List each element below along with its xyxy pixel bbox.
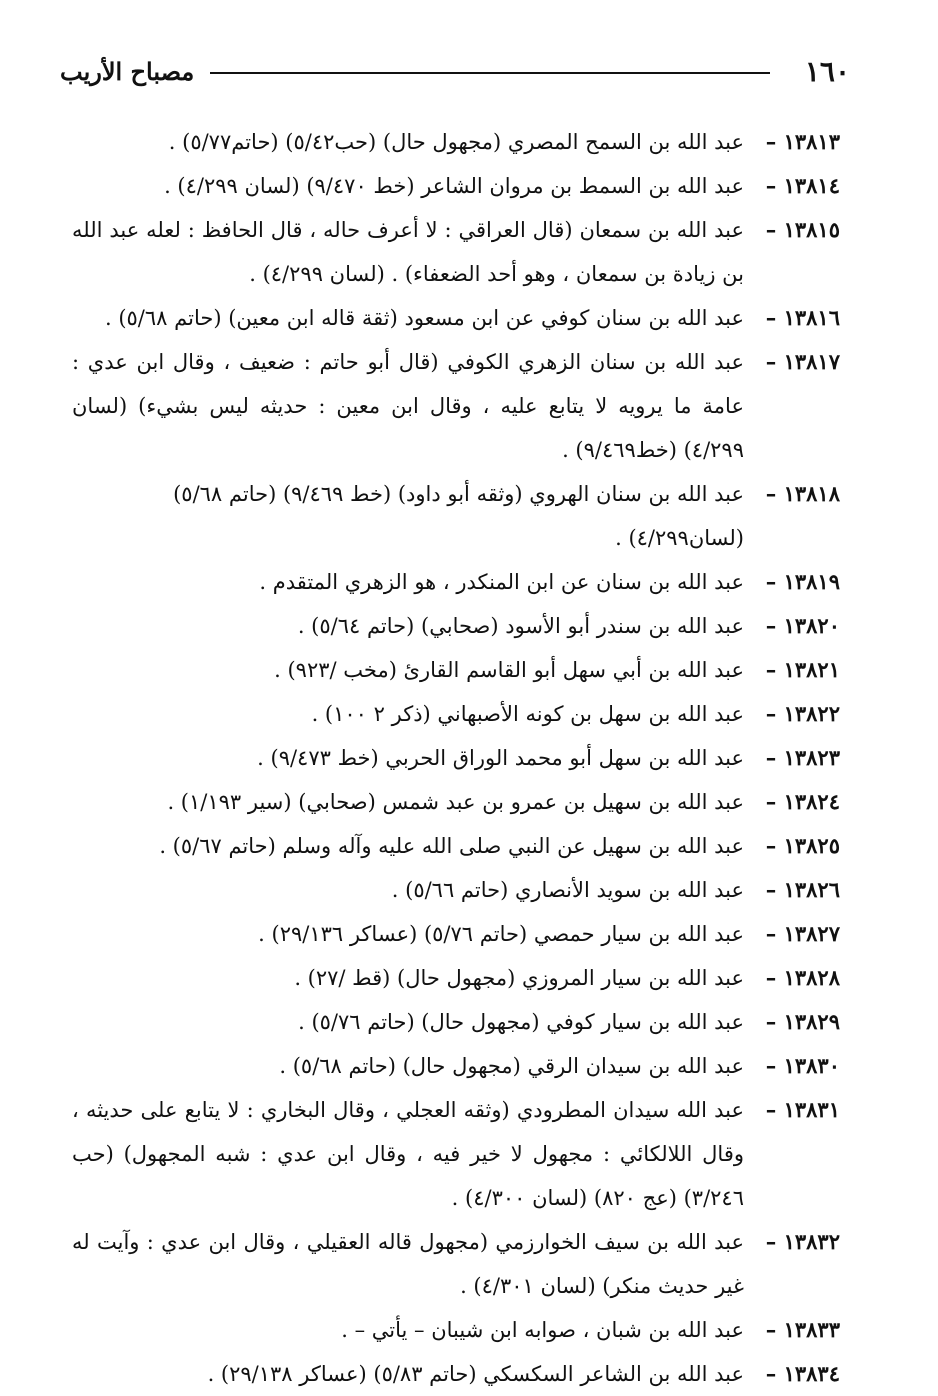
entry-number: ١٣٨٢٢ –: [765, 701, 840, 726]
entry-number: ١٣٨٢٩ –: [765, 1009, 840, 1034]
entry-number: ١٣٨٢٧ –: [765, 921, 840, 946]
entry-number: ١٣٨٢٤ –: [765, 789, 840, 814]
entry-text: عبد الله سيدان المطرودي (وثقه العجلي ، وقال البخاري : لا يتابع على حديثه ، وقال اللالكائي : مجهول لا خير فيه ، وقال ابن عدي : شبه المجهول) (حب ٣/٢٤٦) (عج ٨٢٠) (لسان ٤/٣٠٠) .: [72, 1098, 744, 1210]
entry-text: عبد الله بن سيار المروزي (مجهول حال) (قط /٢٧) .: [294, 966, 744, 990]
entry-text: عبد الله بن سيار كوفي (مجهول حال) (حاتم ٥/٧٦) .: [298, 1010, 744, 1034]
entry-13821: [72, 648, 840, 692]
entry-13833: [72, 1308, 840, 1352]
entry-13819: [72, 560, 840, 604]
entry-text: عبد الله بن سنان عن ابن المنكدر ، هو الزهري المتقدم .: [259, 570, 744, 594]
entry-number: ١٣٨١٤ –: [765, 173, 840, 198]
entry-text: عبد الله بن سندر أبو الأسود (صحابي) (حاتم ٥/٦٤) .: [297, 614, 744, 638]
entry-text: عبد الله بن سهل أبو محمد الوراق الحربي (خط ٩/٤٧٣) .: [257, 746, 744, 770]
entry-13826: [72, 868, 840, 912]
entry-text: عبد الله بن سمعان (قال العراقي : لا أعرف حاله ، قال الحافظ : لعله عبد الله بن زيادة بن سمعان ، وهو أحد الضعفاء) . (لسان ٤/٢٩٩) .: [72, 218, 744, 286]
entry-13832: [72, 1220, 840, 1308]
entry-number: ١٣٨٢٨ –: [765, 965, 840, 990]
entry-text: عبد الله بن سهيل عن النبي صلى الله عليه وآله وسلم (حاتم ٥/٦٧) .: [159, 834, 744, 858]
header-rule: [210, 72, 770, 74]
entry-text: عبد الله بن سيف الخوارزمي (مجهول قاله العقيلي ، وقال ابن عدي : وآيت له غير حديث منكر) (لسان ٤/٣٠١) .: [72, 1230, 744, 1298]
entry-13823: [72, 736, 840, 780]
entry-text: عبد الله بن سنان الزهري الكوفي (قال أبو حاتم : ضعيف ، وقال ابن عدي : عامة ما يرويه لا يتابع عليه ، وقال ابن معين : حديثه ليس بشيء) (لسان ٤/٢٩٩) (خط٩/٤٦٩) .: [72, 350, 744, 462]
entry-list: [72, 120, 840, 1396]
entry-text: عبد الله بن سيار حمصي (حاتم ٥/٧٦) (عساكر ٢٩/١٣٦) .: [258, 922, 744, 946]
entry-number: ١٣٨١٦ –: [765, 305, 840, 330]
entry-13818: [72, 472, 840, 560]
entry-13831: [72, 1088, 840, 1220]
entry-number: ١٣٨١٣ –: [765, 129, 840, 154]
entry-13830: [72, 1044, 840, 1088]
entry-number: ١٣٨٣٠ –: [765, 1053, 840, 1078]
entry-number: ١٣٨٣٤ –: [765, 1361, 840, 1386]
entry-text: عبد الله بن السمح المصري (مجهول حال) (حب٥/٤٢) (حاتم٥/٧٧) .: [168, 130, 744, 154]
entry-text: عبد الله بن سنان الهروي (وثقه أبو داود) (خط ٩/٤٦٩) (حاتم ٥/٦٨) (لسان٤/٢٩٩) .: [173, 482, 744, 550]
entry-number: ١٣٨١٧ –: [765, 349, 840, 374]
entry-text: عبد الله بن سهل بن كونه الأصبهاني (ذكر ٢ ١٠٠) .: [311, 702, 744, 726]
entry-13834: [72, 1352, 840, 1396]
entry-13824: [72, 780, 840, 824]
entry-13817: [72, 340, 840, 472]
running-title: مصباح الأريب: [60, 57, 195, 86]
entry-13814: [72, 164, 840, 208]
entry-13828: [72, 956, 840, 1000]
entry-text: عبد الله بن سيدان الرقي (مجهول حال) (حاتم ٥/٦٨) .: [279, 1054, 744, 1078]
entry-number: ١٣٨٢٦ –: [765, 877, 840, 902]
entry-13825: [72, 824, 840, 868]
entry-number: ١٣٨١٩ –: [765, 569, 840, 594]
entry-number: ١٣٨٣١ –: [765, 1097, 840, 1122]
entry-13829: [72, 1000, 840, 1044]
entry-number: ١٣٨٢٥ –: [765, 833, 840, 858]
entry-13822: [72, 692, 840, 736]
entry-text: عبد الله بن أبي سهل أبو القاسم القارئ (مخب /٩٢٣) .: [274, 658, 744, 682]
page-header: [60, 52, 850, 96]
entry-text: عبد الله بن سهيل بن عمرو بن عبد شمس (صحابي) (سير ١/١٩٣) .: [167, 790, 744, 814]
entry-13820: [72, 604, 840, 648]
entry-13816: [72, 296, 840, 340]
entry-13827: [72, 912, 840, 956]
entry-number: ١٣٨٣٢ –: [765, 1229, 840, 1254]
entry-text: عبد الله بن سنان كوفي عن ابن مسعود (ثقة قاله ابن معين) (حاتم ٥/٦٨) .: [104, 306, 744, 330]
page-number: ١٦٠: [804, 55, 850, 88]
entry-text: عبد الله بن شبان ، صوابه ابن شيبان – يأتي – .: [341, 1318, 744, 1342]
entry-number: ١٣٨٢٣ –: [765, 745, 840, 770]
entry-number: ١٣٨١٥ –: [765, 217, 840, 242]
entry-text: عبد الله بن الشاعر السكسكي (حاتم ٥/٨٣) (عساكر ٢٩/١٣٨) .: [207, 1362, 744, 1386]
entry-text: عبد الله بن السمط بن مروان الشاعر (خط ٩/٤٧٠) (لسان ٤/٢٩٩) .: [164, 174, 744, 198]
entry-number: ١٣٨٣٣ –: [765, 1317, 840, 1342]
entry-13815: [72, 208, 840, 296]
entry-number: ١٣٨٢١ –: [765, 657, 840, 682]
entry-number: ١٣٨٢٠ –: [765, 613, 840, 638]
entry-number: ١٣٨١٨ –: [765, 481, 840, 506]
entry-text: عبد الله بن سويد الأنصاري (حاتم ٥/٦٦) .: [391, 878, 744, 902]
entry-13813: [72, 120, 840, 164]
